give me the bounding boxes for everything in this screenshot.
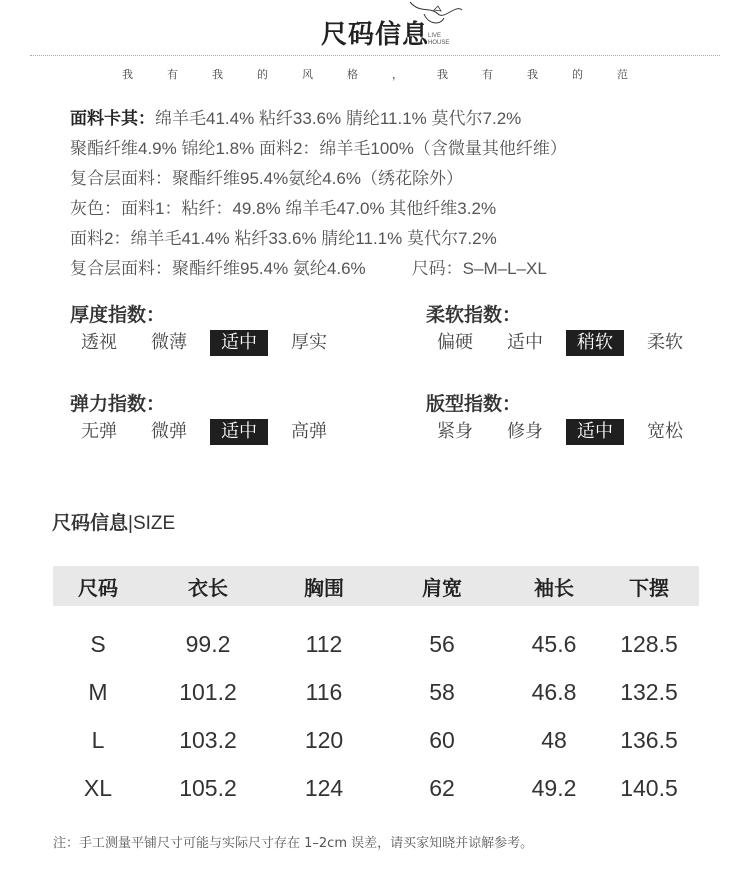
header-cell: 下摆 bbox=[629, 575, 669, 600]
table-cell: 62 bbox=[429, 774, 455, 801]
table-cell: 112 bbox=[305, 630, 343, 657]
header-cell: 尺码 bbox=[78, 575, 118, 600]
divider bbox=[30, 55, 720, 56]
index-option: 柔软 bbox=[647, 332, 683, 353]
table-cell: XL bbox=[83, 774, 113, 801]
thickness-index bbox=[70, 300, 370, 358]
measurement-note: 注：手工测量平铺尺寸可能与实际尺寸存在 1–2cm 误差，请买家知晓并谅解参考。 bbox=[53, 836, 534, 851]
index-option: 厚实 bbox=[291, 332, 327, 353]
table-cell: 101.2 bbox=[179, 678, 237, 705]
index-title: 厚度指数： bbox=[70, 304, 166, 326]
header-cell: 胸围 bbox=[304, 575, 344, 600]
fabric-line-3: 复合层面料：聚酯纤维95.4%氨纶4.6%（绣花除外） bbox=[70, 169, 463, 188]
index-option: 宽松 bbox=[647, 421, 683, 442]
table-cell: 105.2 bbox=[179, 774, 237, 801]
table-cell: S bbox=[90, 630, 106, 657]
table-cell: 60 bbox=[429, 726, 455, 753]
fabric-line-1: 面料卡其：绵羊毛41.4% 粘纤33.6% 腈纶11.1% 莫代尔7.2% bbox=[70, 109, 522, 128]
index-option: 适中 bbox=[507, 332, 543, 353]
page-title: 尺码信息 bbox=[320, 20, 429, 50]
fabric-line-2: 聚酯纤维4.9% 锦纶1.8% 面料2：绵羊毛100%（含微量其他纤维） bbox=[70, 139, 567, 158]
index-option-selected: 适中 bbox=[210, 330, 268, 356]
index-option: 微弹 bbox=[151, 421, 187, 442]
fabric-line-5: 面料2：绵羊毛41.4% 粘纤33.6% 腈纶11.1% 莫代尔7.2% bbox=[70, 229, 497, 248]
softness-index bbox=[426, 300, 726, 358]
table-cell: 116 bbox=[305, 678, 343, 705]
index-option-selected: 稍软 bbox=[566, 330, 624, 356]
index-option: 微薄 bbox=[151, 332, 187, 353]
table-cell: 120 bbox=[304, 726, 344, 753]
index-option-selected: 适中 bbox=[566, 419, 624, 445]
table-row bbox=[53, 716, 699, 764]
size-table bbox=[53, 566, 699, 812]
index-option: 偏硬 bbox=[437, 332, 473, 353]
fabric-line-6: 复合层面料：聚酯纤维95.4% 氨纶4.6% 尺码：S–M–L–XL bbox=[70, 254, 567, 284]
fabric-composition bbox=[70, 104, 567, 284]
table-cell: 99.2 bbox=[185, 630, 231, 657]
table-row bbox=[53, 620, 699, 668]
size-range: 尺码：S–M–L–XL bbox=[411, 259, 547, 278]
table-cell: 124 bbox=[304, 774, 344, 801]
table-cell: 46.8 bbox=[531, 678, 577, 705]
index-title: 弹力指数： bbox=[70, 393, 166, 415]
index-option: 紧身 bbox=[437, 421, 473, 442]
fit-index bbox=[426, 389, 726, 447]
table-header bbox=[53, 566, 699, 606]
table-cell: 56 bbox=[429, 630, 455, 657]
table-cell: 103.2 bbox=[179, 726, 237, 753]
table-cell: 132.5 bbox=[620, 678, 678, 705]
index-option: 高弹 bbox=[291, 421, 327, 442]
size-heading: 尺码信息|SIZE bbox=[52, 513, 176, 534]
table-cell: M bbox=[88, 678, 108, 705]
index-title: 柔软指数： bbox=[426, 304, 522, 326]
index-option: 透视 bbox=[81, 332, 117, 353]
table-cell: L bbox=[91, 726, 105, 753]
table-cell: 140.5 bbox=[620, 774, 678, 801]
elasticity-index bbox=[70, 389, 370, 447]
table-cell: 58 bbox=[429, 678, 455, 705]
fabric-line-4: 灰色：面料1：粘纤：49.8% 绵羊毛47.0% 其他纤维3.2% bbox=[70, 199, 497, 218]
table-row bbox=[53, 668, 699, 716]
table-cell: 136.5 bbox=[620, 726, 678, 753]
tagline: 我 有 我 的 风 格 ， 我 有 我 的 范 bbox=[122, 68, 628, 81]
index-title: 版型指数： bbox=[426, 393, 522, 415]
index-option-selected: 适中 bbox=[210, 419, 268, 445]
logo-text: LIVE HOUSE bbox=[428, 33, 450, 46]
table-cell: 48 bbox=[541, 726, 567, 753]
header-cell: 袖长 bbox=[534, 575, 574, 600]
index-option: 修身 bbox=[507, 421, 543, 442]
table-cell: 49.2 bbox=[531, 774, 577, 801]
table-cell: 128.5 bbox=[620, 630, 678, 657]
index-option: 无弹 bbox=[81, 421, 117, 442]
table-cell: 45.6 bbox=[531, 630, 577, 657]
header-cell: 衣长 bbox=[188, 575, 228, 600]
header-cell: 肩宽 bbox=[422, 575, 462, 600]
table-row bbox=[53, 764, 699, 812]
